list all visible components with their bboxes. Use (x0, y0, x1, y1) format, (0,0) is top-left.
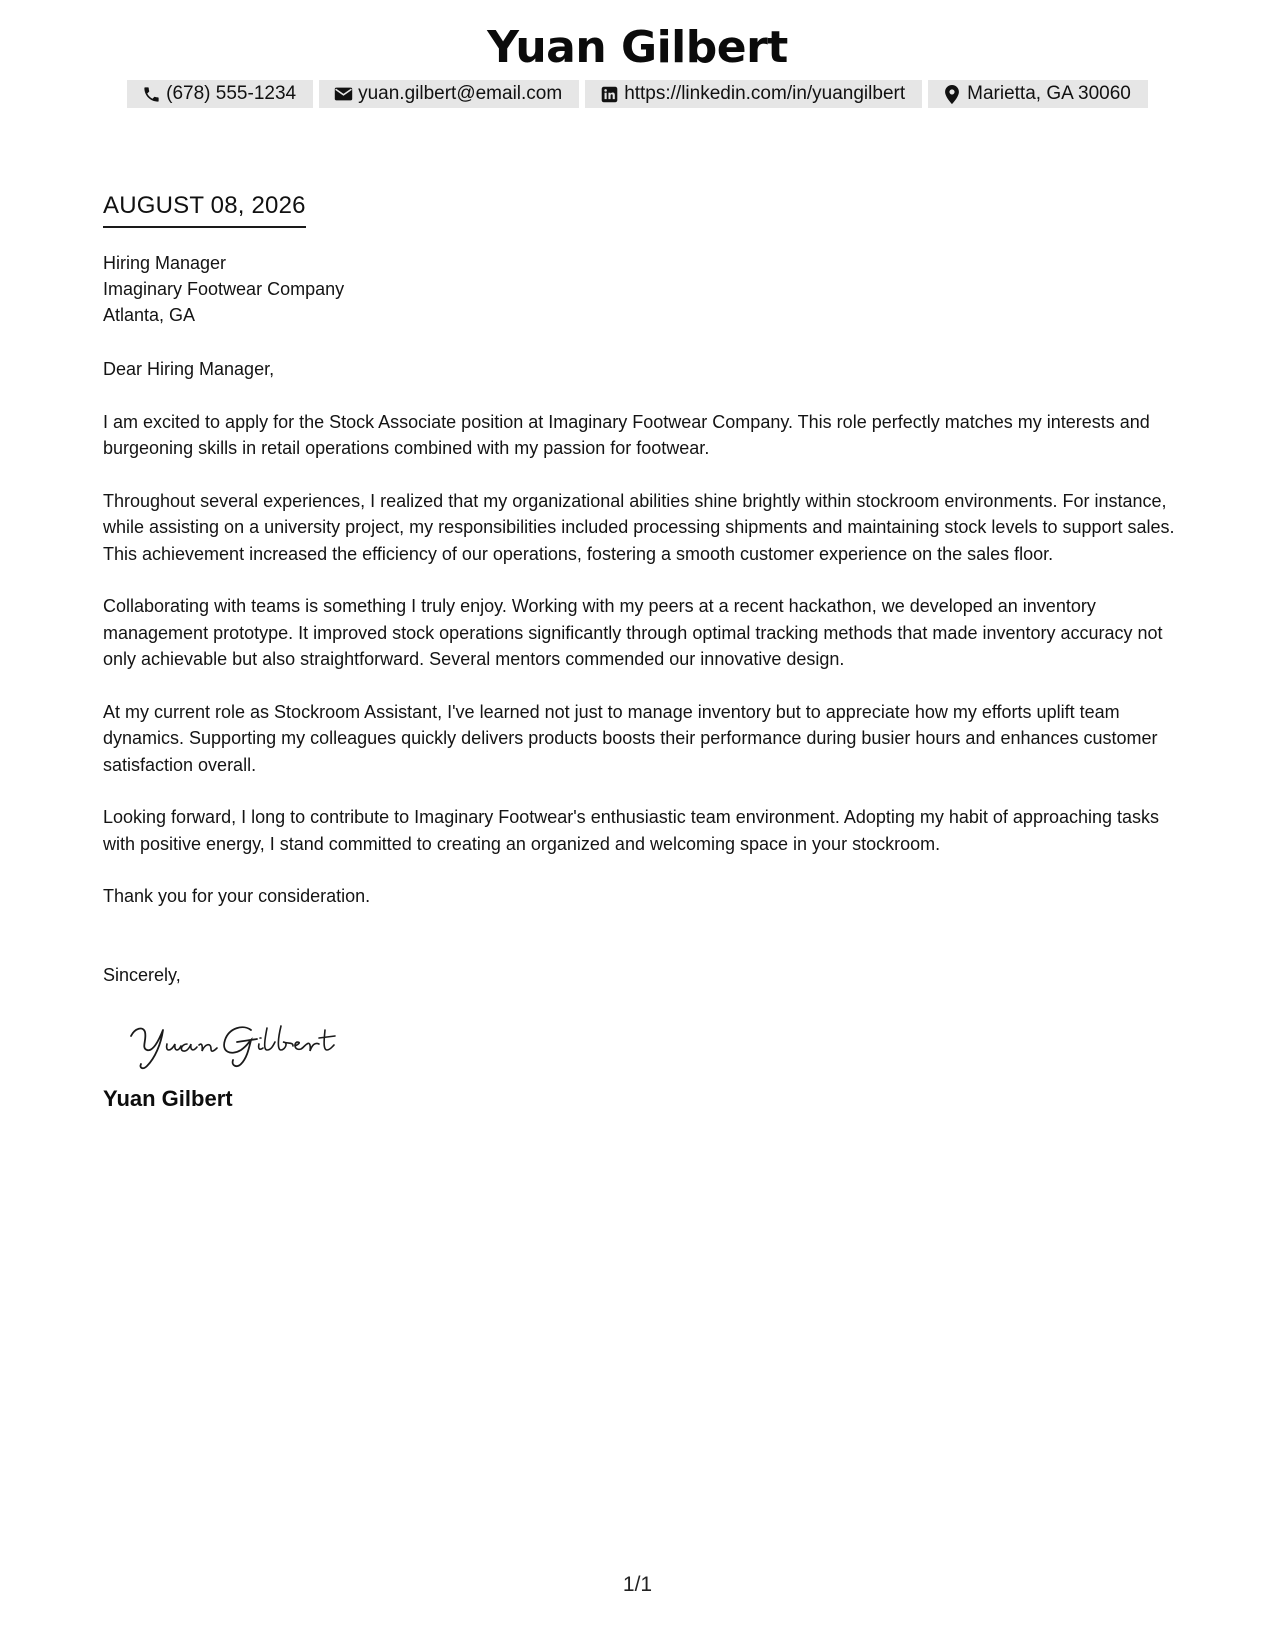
recipient-title: Hiring Manager (103, 253, 227, 273)
phone-icon (141, 84, 161, 104)
contact-bar (0, 80, 1275, 108)
applicant-name-heading: Yuan Gilbert (487, 22, 788, 73)
contact-email-text[interactable]: yuan.gilbert@email.com (358, 83, 563, 104)
contact-location-text: Marietta, GA 30060 (967, 83, 1131, 104)
letter-body (103, 190, 1178, 1114)
page-number: 1/1 (622, 1573, 653, 1596)
contact-email[interactable] (319, 80, 579, 108)
body-paragraph-thanks: Thank you for your consideration. (103, 886, 371, 906)
map-marker-icon (942, 84, 962, 104)
body-paragraph-4: At my current role as Stockroom Assistant, I've learned not just to manage inventory but to appreciate how my efforts uplift team dynamics. Supporting my colleagues quickly delivers products boosts their performance during busier hours and enhances customer satisfaction overall. (103, 701, 1158, 775)
salutation-text: Dear Hiring Manager, (103, 359, 275, 379)
envelope-icon (333, 84, 353, 104)
body-paragraph-3: Collaborating with teams is something I truly enjoy. Working with my peers at a recent hackathon, we developed an inventory management prototype. It improved stock operations significantly through optimal tracking methods that made inventory accuracy not only achievable but also straightforward. Several mentors commended our innovative design. (103, 596, 1163, 669)
contact-linkedin-text[interactable]: https://linkedin.com/in/yuangilbert (624, 83, 906, 104)
contact-phone-text: (678) 555-1234 (166, 83, 297, 104)
contact-phone (127, 80, 313, 108)
linkedin-icon (599, 84, 619, 104)
contact-location (928, 80, 1148, 108)
body-paragraph-1: I am excited to apply for the Stock Associate position at Imaginary Footwear Company. This role perfectly matches my interests and burgeoning skills in retail operations combined with my passion for footwear. (103, 411, 1150, 458)
signed-name: Yuan Gilbert (103, 1086, 233, 1111)
body-paragraph-5: Looking forward, I long to contribute to Imaginary Footwear's enthusiastic team environment. Adopting my habit of approaching tasks with positive energy, I stand committed to creating an organized and welcoming space in your stockroom. (103, 807, 1160, 854)
recipient-block (103, 250, 1178, 328)
body-paragraph-2: Throughout several experiences, I realized that my organizational abilities shine brightly within stockroom environments. For instance, while assisting on a university project, my responsibilities included processing shipments and maintaining stock levels to support sales. This achievement increased the efficiency of our operations, fostering a smooth customer experience on the sales floor. (103, 490, 1175, 564)
contact-linkedin[interactable] (585, 80, 922, 108)
handwritten-signature (125, 1014, 345, 1072)
closing: Sincerely, (103, 964, 181, 985)
letter-date: AUGUST 08, 2026 (103, 190, 306, 228)
recipient-location: Atlanta, GA (103, 305, 196, 325)
recipient-company: Imaginary Footwear Company (103, 279, 345, 299)
salutation (103, 356, 1178, 383)
